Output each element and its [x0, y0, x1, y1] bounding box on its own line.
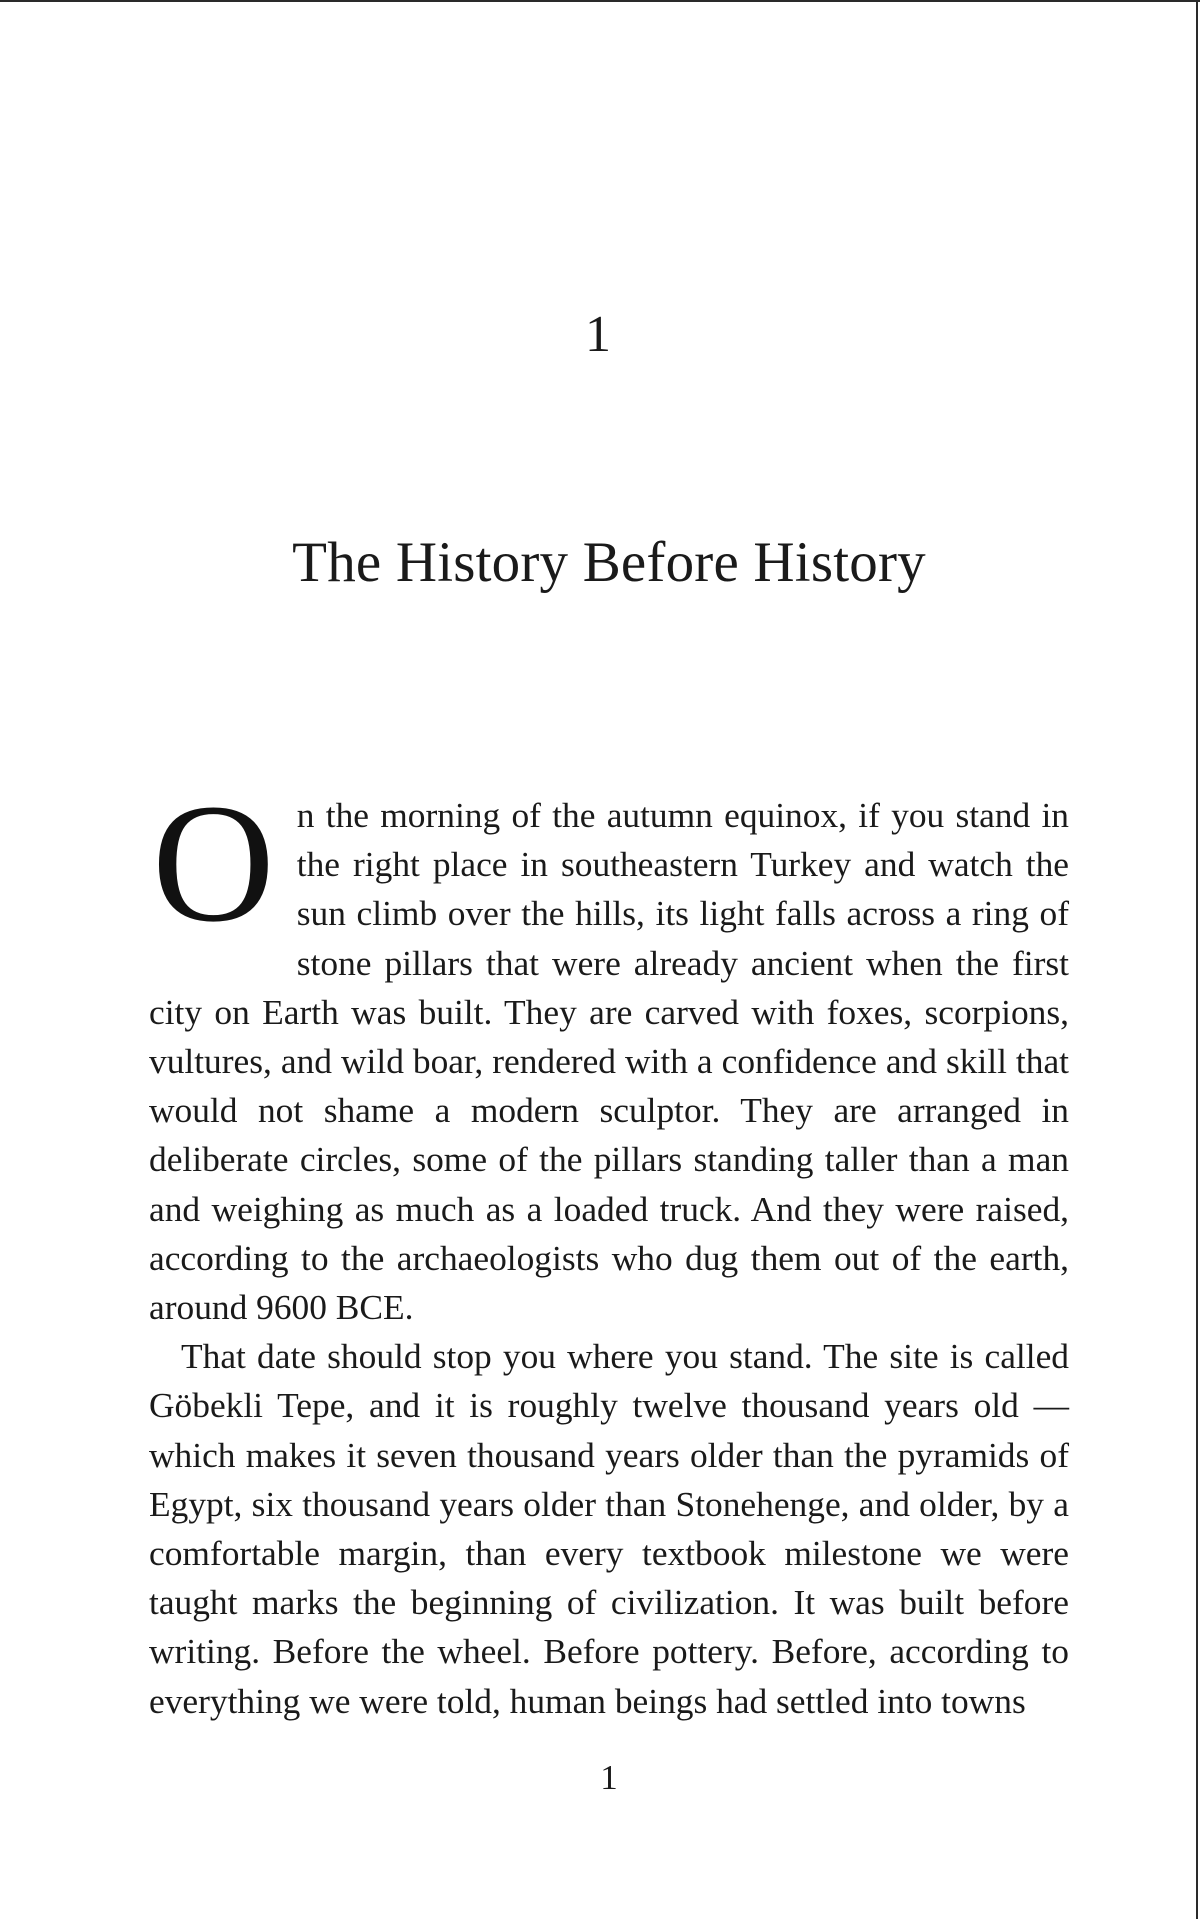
page-top-border: [0, 0, 1200, 2]
page-number: 1: [600, 1758, 618, 1797]
chapter-title: The History Before History: [292, 531, 926, 594]
page-right-border: [1196, 0, 1198, 1919]
chapter-number: 1: [585, 306, 611, 363]
drop-cap: O: [152, 769, 275, 957]
body-text: [149, 769, 1069, 1726]
paragraph-opening-text: n the morning of the autumn equinox, if you stand in the right place in southeastern Turkey and watch the sun climb over the hills, its light falls across a ring of stone pillars that were already ancient when the first city on Earth was built. They are carved with foxes, scorpions, vultures, and wild boar, rendered with a confidence and skill that would not shame a modern sculptor. They are arranged in deliberate circles, some of the pillars standing taller than a man and weighing as much as a loaded truck. And they were raised, according to the archaeologists who dug them out of the earth, around 9600 BCE.: [149, 795, 1069, 1328]
paragraph-opening: [149, 769, 1069, 1332]
paragraph-second: That date should stop you where you stand. The site is called Göbekli Tepe, and it is roughly twelve thousand years old — which makes it seven thousand years older than the pyramids of Egypt, six thousand years older than Stonehenge, and older, by a comfortable margin, than every textbook milestone we were taught marks the beginning of civilization. It was built before writing. Before the wheel. Before pottery. Before, according to everything we were told, human beings had settled into towns: [149, 1336, 1069, 1721]
